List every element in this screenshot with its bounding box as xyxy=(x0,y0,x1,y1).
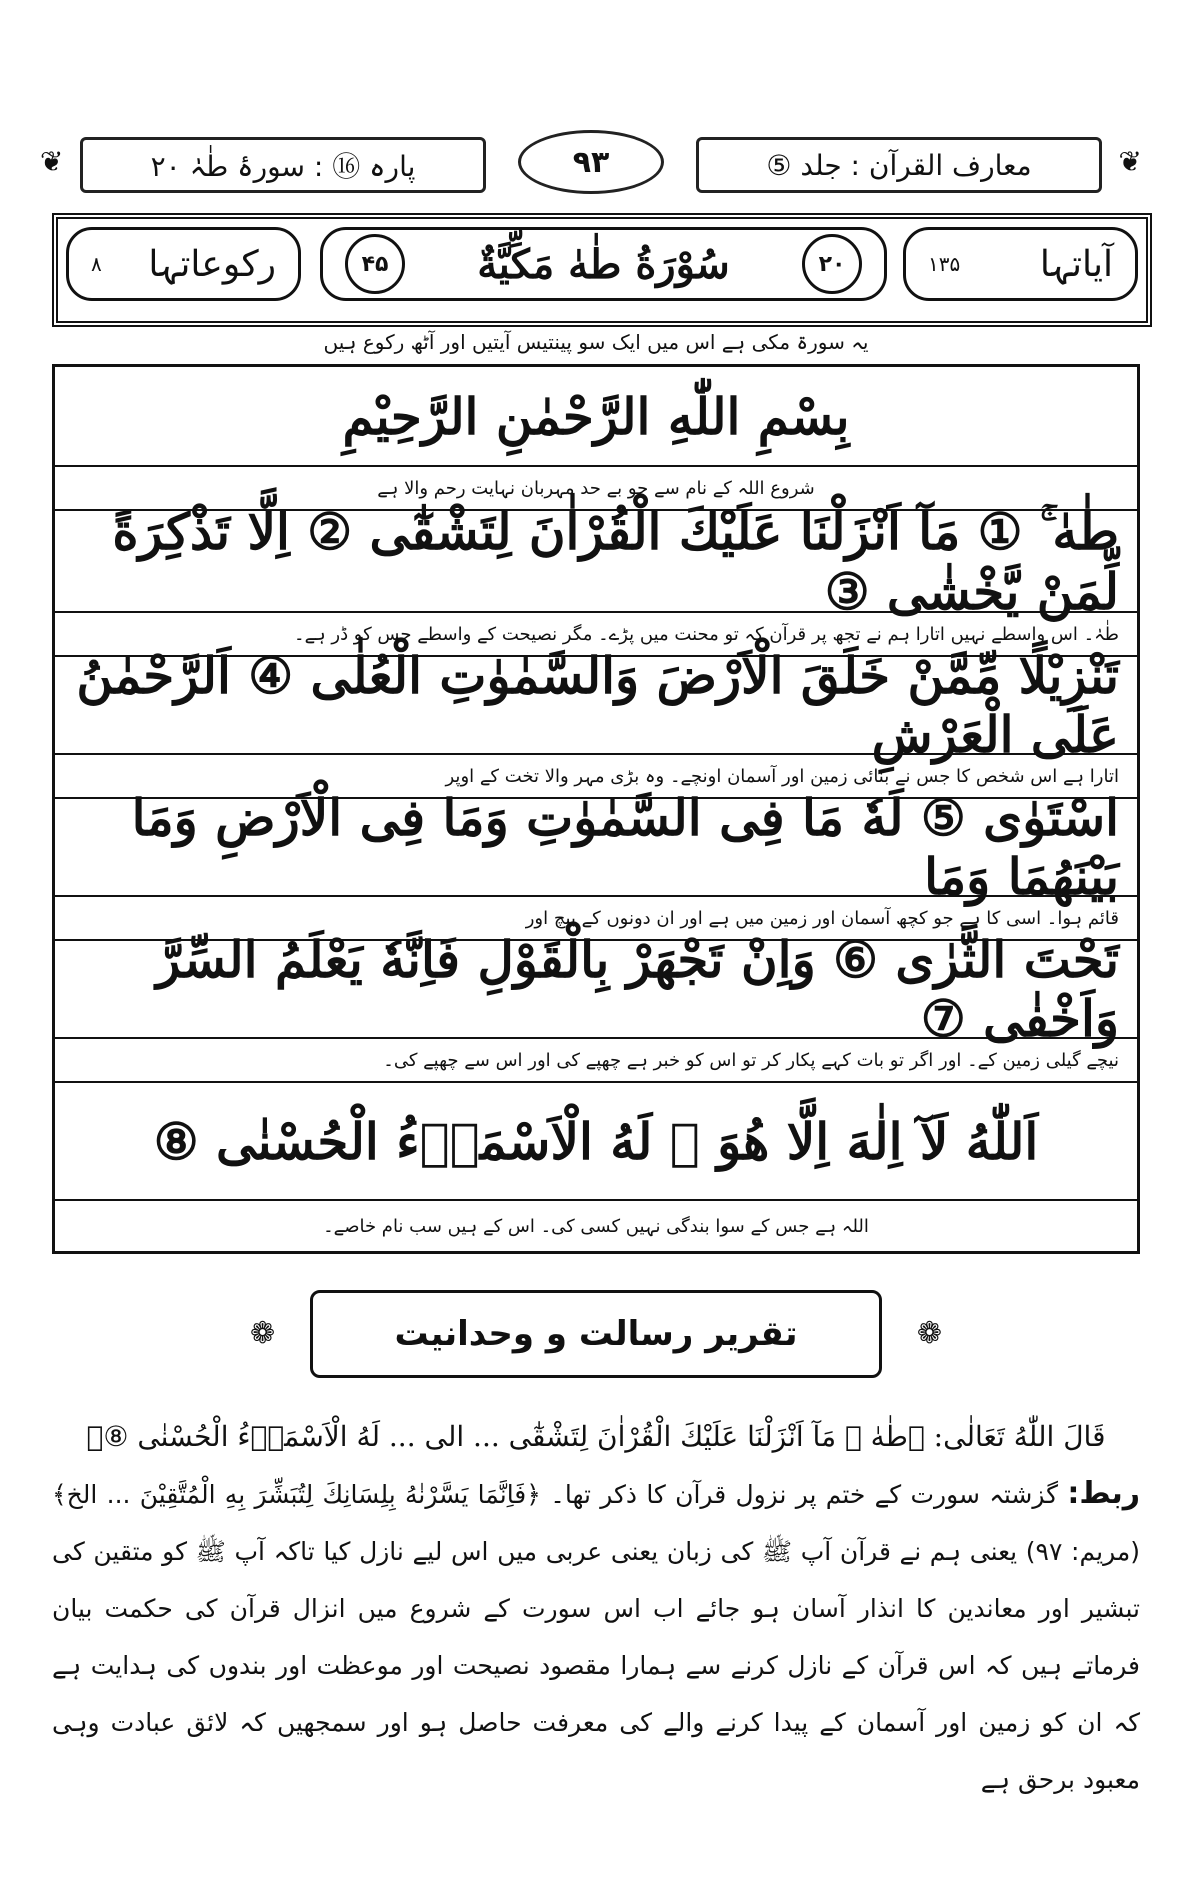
surah-number: ۲۰ xyxy=(802,234,862,294)
quoted-verse-line: قَالَ اللّٰهُ تَعَالٰی: ﴿طٰهٰ ۚ مَآ اَنْزَلْنَا عَلَيْكَ الْقُرْاٰنَ لِتَشْقٰٓى ... الی ... لَهُ الْاَسْمَاۗءُ الْحُسْنٰى ⑧﴾ xyxy=(86,1420,1106,1453)
surah-name-cell xyxy=(320,227,887,301)
verse-arabic: بِسْمِ اللّٰهِ الرَّحْمٰنِ الرَّحِيْمِ xyxy=(55,367,1137,467)
ruku-count-cell xyxy=(66,227,301,301)
page-number-frame xyxy=(491,125,691,199)
verse-arabic: طٰهٰ ۚ ① مَآ اَنْزَلْنَا عَلَيْكَ الْقُرْاٰنَ لِتَشْقٰٓى ② اِلَّا تَذْكِرَةً لِّمَنْ يَّخْشٰى ③ xyxy=(55,511,1137,613)
ornament-icon: ❦ xyxy=(1118,145,1142,178)
page-number: ۹۳ xyxy=(518,130,664,194)
verse-translation: نیچے گیلی زمین کے۔ اور اگر تو بات کہے پکار کر تو اس کو خبر ہے چھپے کی اور اس سے چھپے کی۔ xyxy=(55,1039,1137,1083)
verse-frame xyxy=(52,364,1140,1254)
verse-translation: اتارا ہے اس شخص کا جس نے بنائی زمین اور آسمان اونچے۔ وہ بڑی مہر والا تخت کے اوپر xyxy=(55,755,1137,799)
section-heading: تقریر رسالت و وحدانیت xyxy=(310,1290,882,1378)
surah-banner xyxy=(52,213,1152,327)
revelation-order: ۴۵ xyxy=(345,234,405,294)
commentary-text: گزشتہ سورت کے ختم پر نزول قرآن کا ذکر تھا۔ ﴿فَاِنَّمَا يَسَّرْنٰهُ بِلِسَانِكَ لِتُبَشِّرَ بِهِ الْمُتَّقِيْنَ ... الخ﴾ (مریم: ۹۷) یعنی ہم نے قرآن آپ ﷺ کی زبان یعنی عربی میں اس لیے نازل کیا تاکہ آپ ﷺ کو متقین کی تبشیر اور معاندین کا انذار آسان ہو جائے اب اس سورت کے شروع میں انزال قرآن کی حکمت بیان فرماتے ہیں کہ اس قرآن کے نازل کرنے سے ہمارا مقصود نصیحت اور موعظت اور بندوں کی ہدایت ہے کہ ان کو زمین اور آسمان کے پیدا کرنے والے کی معرفت حاصل ہو اور سمجھیں کہ لائق عبادت وہی معبود برحق ہے xyxy=(52,1480,1141,1794)
running-header xyxy=(40,125,1142,200)
book-title: معارف القرآن : جلد ⑤ xyxy=(696,137,1102,193)
flower-ornament-icon: ❁ xyxy=(250,1316,276,1351)
verse-translation: طٰہٰ۔ اس واسطے نہیں اتارا ہم نے تجھ پر قرآن کہ تو محنت میں پڑے۔ مگر نصیحت کے واسطے جس کو ڈر ہے۔ xyxy=(55,613,1137,657)
ayat-label: آیاتہا xyxy=(1039,243,1113,285)
verse-arabic: تَحْتَ الثَّرٰى ⑥ وَاِنْ تَجْهَرْ بِالْقَوْلِ فَاِنَّهٗ يَعْلَمُ السِّرَّ وَاَخْفٰى ⑦ xyxy=(55,941,1137,1039)
section-heading-frame xyxy=(240,1280,952,1388)
surah-note: یہ سورۃ مکی ہے اس میں ایک سو پینتیس آیتیں اور آٹھ رکوع ہیں xyxy=(323,330,869,354)
verse-arabic: اسْتَوٰى ⑤ لَهٗ مَا فِى السَّمٰوٰتِ وَمَا فِى الْاَرْضِ وَمَا بَيْنَهُمَا وَمَا xyxy=(55,799,1137,897)
ornament-icon: ❦ xyxy=(40,145,64,178)
ruku-label: رکوعاتہا xyxy=(148,243,276,285)
ruku-count: ۸ xyxy=(91,252,102,276)
ayat-count: ۱۳۵ xyxy=(928,252,961,276)
verse-translation: قائم ہوا۔ اسی کا ہے جو کچھ آسمان اور زمین میں ہے اور ان دونوں کے بیچ اور xyxy=(55,897,1137,941)
rabt-label: ربط: xyxy=(1067,1476,1140,1511)
ayat-count-cell xyxy=(903,227,1138,301)
verse-translation: شروع اللہ کے نام سے جو بے حد مہربان نہایت رحم والا ہے xyxy=(55,467,1137,511)
surah-name: سُوْرَةُ طٰهٰ مَكِّيَّةٌ xyxy=(477,240,730,288)
flower-ornament-icon: ❁ xyxy=(916,1316,942,1351)
para-info: پارہ ⑯ : سورۂ طٰہٰ ۲۰ xyxy=(80,137,486,193)
verse-arabic: اَللّٰهُ لَآ اِلٰهَ اِلَّا هُوَ ۭ لَهُ الْاَسْمَاۗءُ الْحُسْنٰى ⑧ xyxy=(55,1083,1137,1201)
verse-translation: اللہ ہے جس کے سوا بندگی نہیں کسی کی۔ اس کے ہیں سب نام خاصے۔ xyxy=(323,1215,869,1237)
verse-arabic: تَنْزِيْلًا مِّمَّنْ خَلَقَ الْاَرْضَ وَالسَّمٰوٰتِ الْعُلٰى ④ اَلرَّحْمٰنُ عَلَى الْعَرْشِ xyxy=(55,657,1137,755)
commentary-paragraph xyxy=(52,1465,1140,1808)
